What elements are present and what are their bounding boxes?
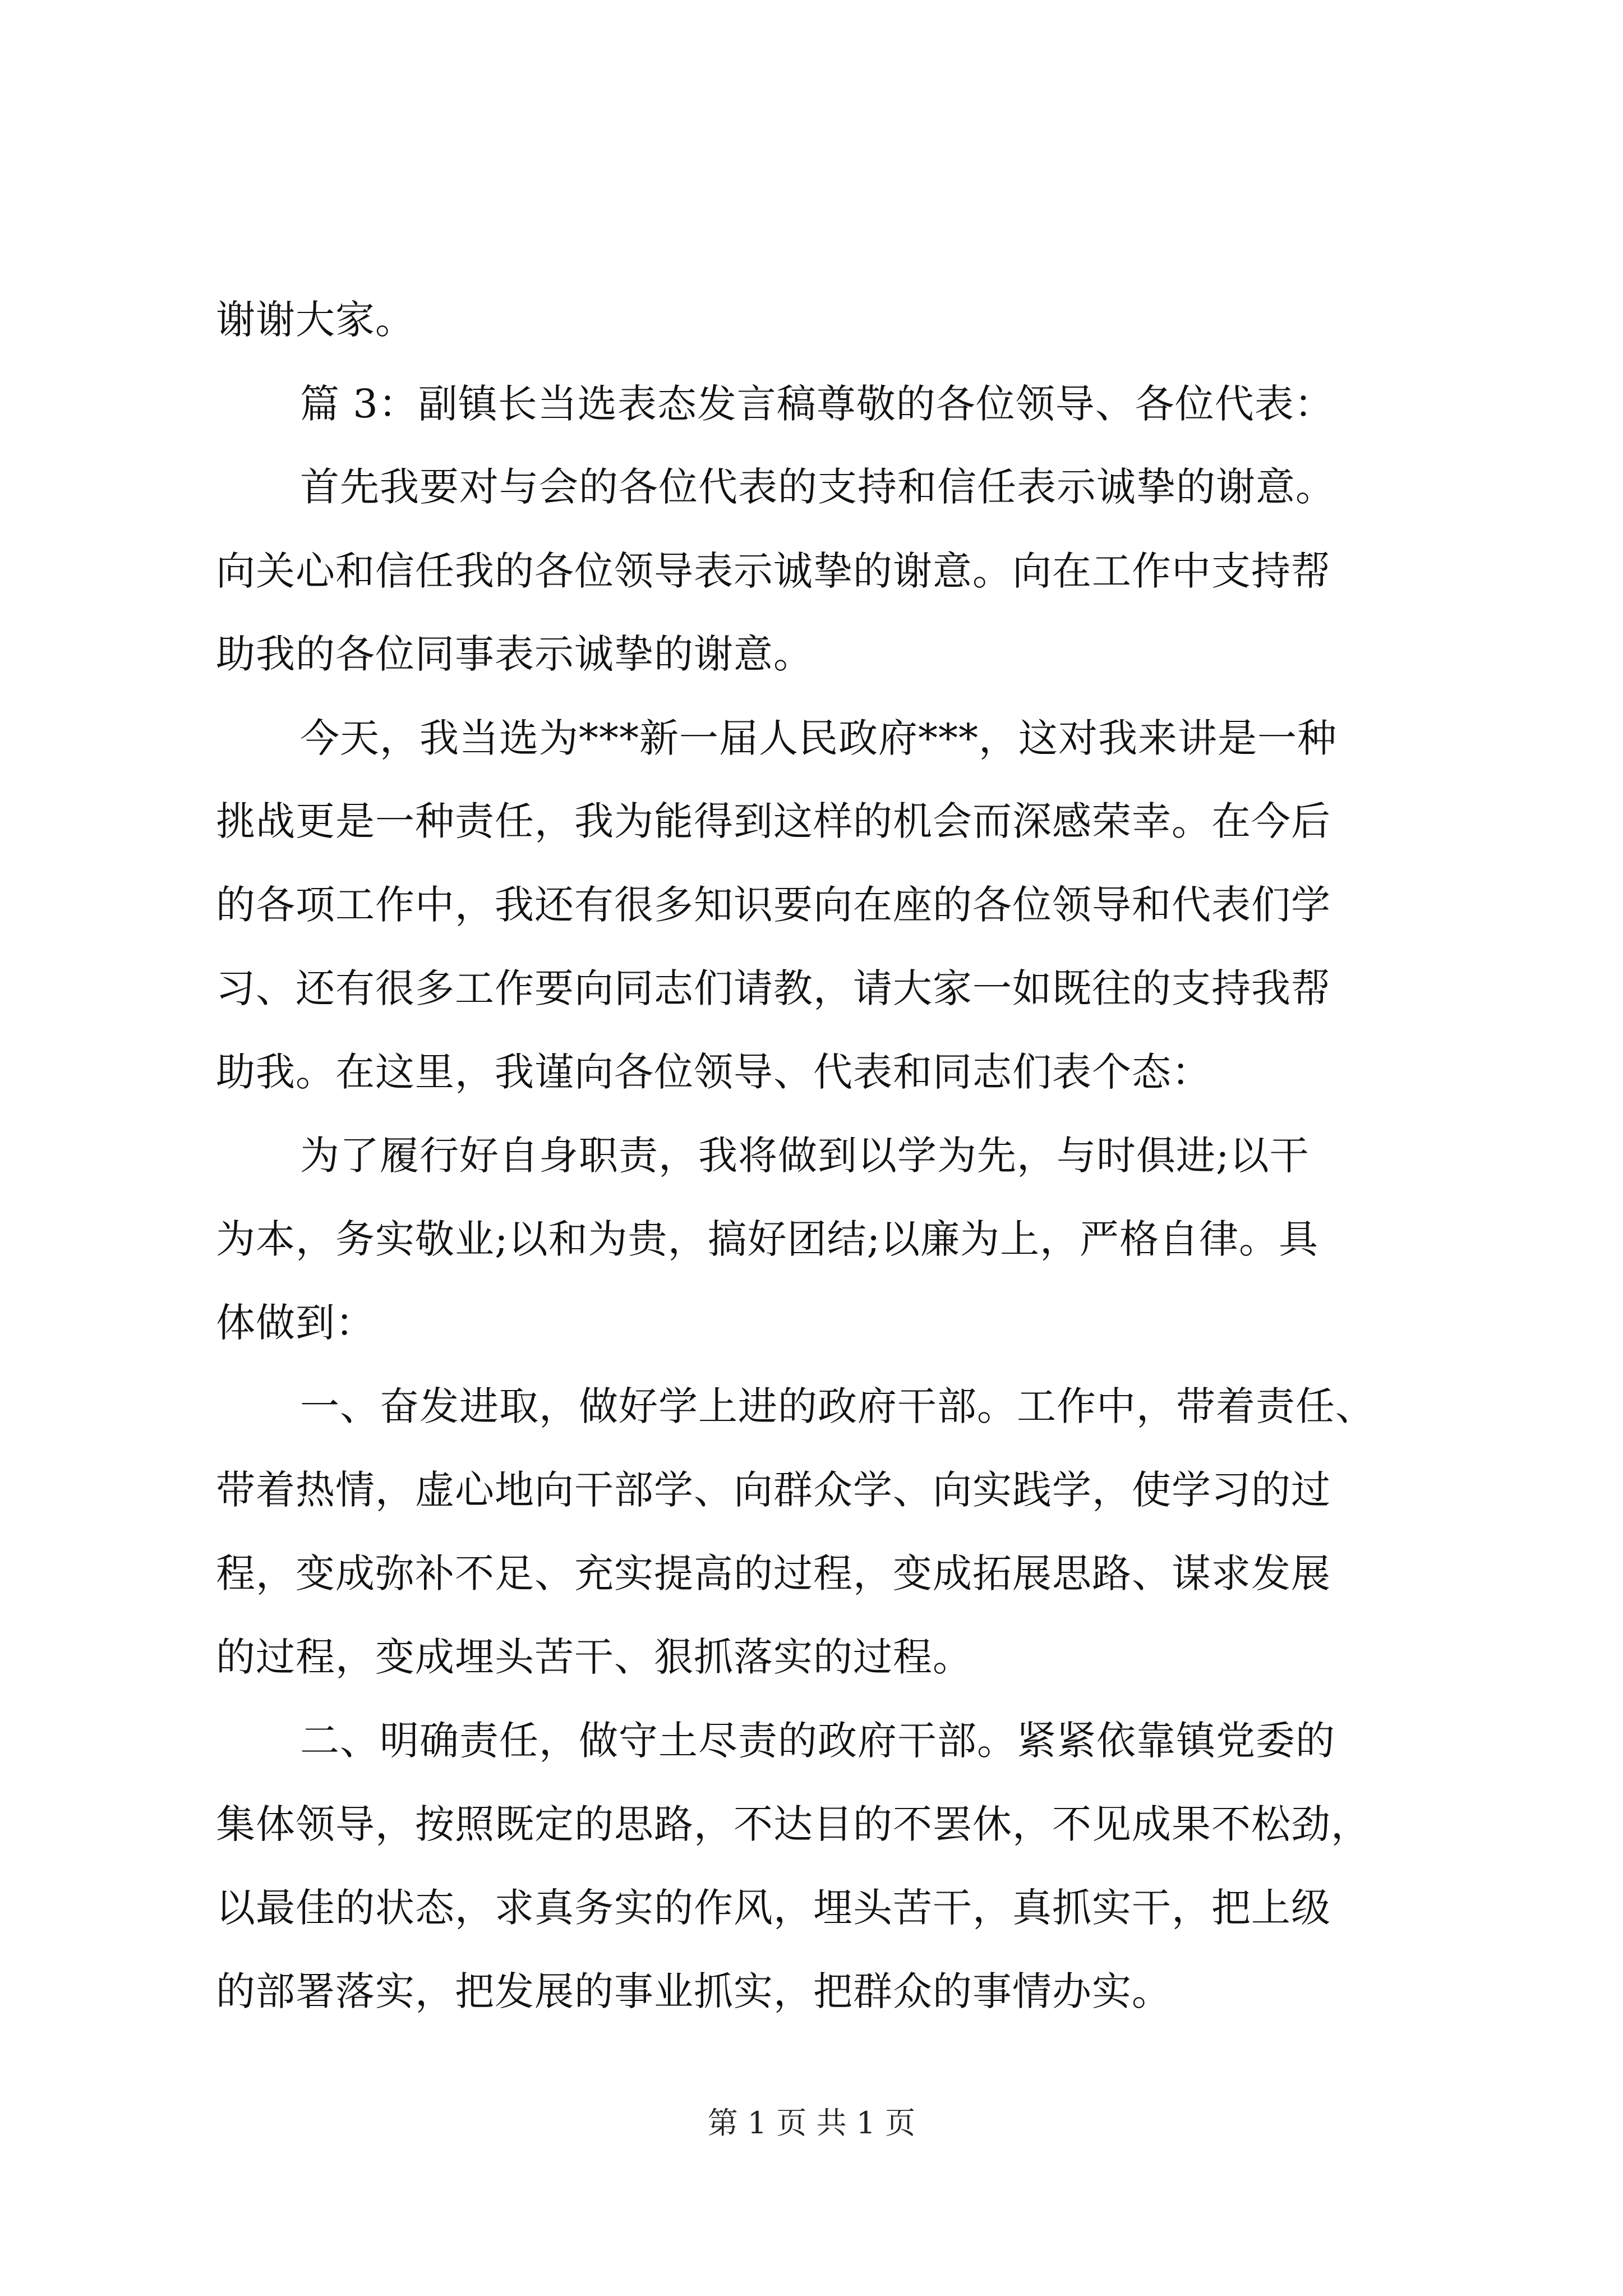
text-line: 以最佳的状态，求真务实的作风，埋头苦干，真抓实干，把上级 [216,1885,1331,1931]
text-line: 向关心和信任我的各位领导表示诚挚的谢意。向在工作中支持帮 [216,548,1331,594]
text-line: 今天，我当选为***新一届人民政府***，这对我来讲是一种 [300,715,1337,761]
text-line: 的各项工作中，我还有很多知识要向在座的各位领导和代表们学 [216,882,1331,928]
page-footer: 第 1 页 共 1 页 [707,2105,916,2141]
text-line: 助我。在这里，我谨向各位领导、代表和同志们表个态： [216,1049,1211,1095]
text-line: 的部署落实，把发展的事业抓实，把群众的事情办实。 [216,1968,1172,2014]
text-line: 程，变成弥补不足、充实提高的过程，变成拓展思路、谋求发展 [216,1550,1331,1596]
text-line: 体做到： [216,1300,375,1346]
text-line: 带着热情，虚心地向干部学、向群众学、向实践学，使学习的过 [216,1467,1331,1513]
text-line: 二、明确责任，做守土尽责的政府干部。紧紧依靠镇党委的 [300,1718,1335,1764]
text-line: 谢谢大家。 [216,297,415,343]
text-line: 首先我要对与会的各位代表的支持和信任表示诚挚的谢意。 [300,464,1335,510]
text-line: 篇 3：副镇长当选表态发言稿尊敬的各位领导、各位代表： [300,381,1334,427]
text-line: 集体领导，按照既定的思路，不达目的不罢休，不见成果不松劲， [216,1801,1371,1847]
text-line: 助我的各位同事表示诚挚的谢意。 [216,631,813,677]
text-line: 挑战更是一种责任，我为能得到这样的机会而深感荣幸。在今后 [216,798,1331,844]
text-line: 一、奋发进取，做好学上进的政府干部。工作中，带着责任、 [300,1383,1375,1429]
text-line: 习、还有很多工作要向同志们请教，请大家一如既往的支持我帮 [216,965,1331,1011]
text-line: 的过程，变成埋头苦干、狠抓落实的过程。 [216,1634,972,1680]
text-line: 为了履行好自身职责，我将做到以学为先，与时俱进;以干 [300,1133,1310,1179]
text-line: 为本，务实敬业;以和为贵，搞好团结;以廉为上，严格自律。具 [216,1216,1319,1262]
